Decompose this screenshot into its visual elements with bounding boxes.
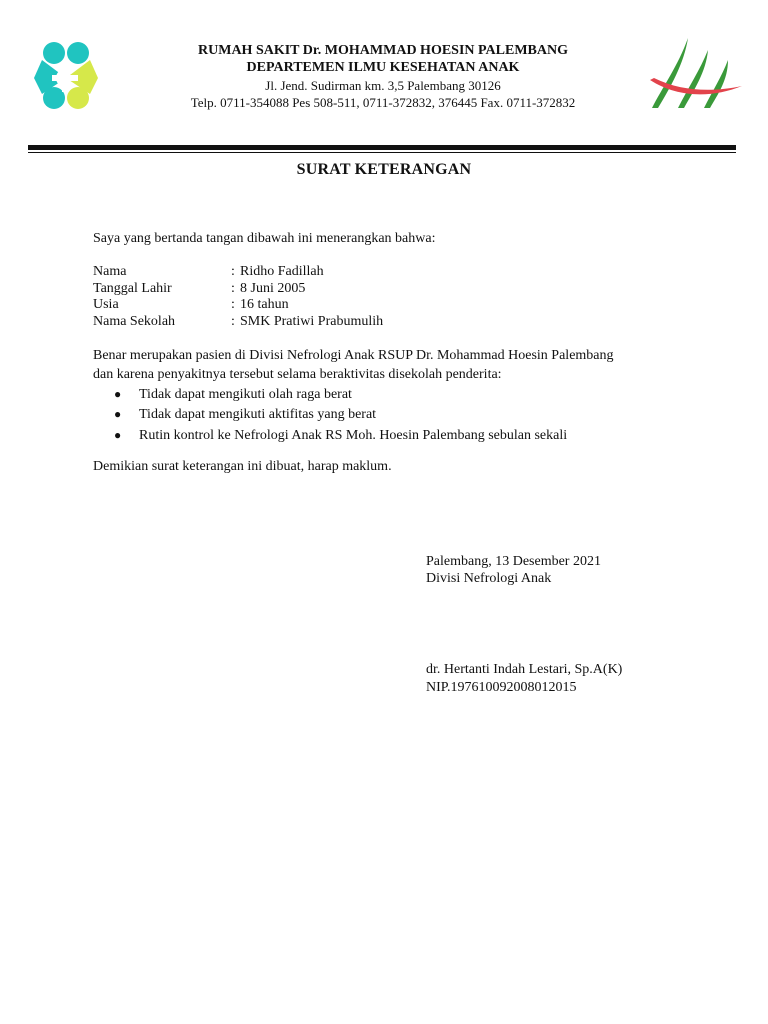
field-label: Nama [93,264,127,279]
field-row-school [93,313,693,330]
header-divider-thin [28,152,736,153]
place-date: Palembang, 13 Desember 2021 [426,554,601,569]
field-colon: : [231,314,235,329]
list-item [114,427,567,444]
field-row-age [93,296,693,313]
header-divider-thick [28,145,736,150]
signatory-name: dr. Hertanti Indah Lestari, Sp.A(K) [426,662,623,677]
list-item-text: Tidak dapat mengikuti aktifitas yang berat [139,407,377,422]
field-value: 8 Juni 2005 [240,281,306,296]
letter-title: SURAT KETERANGAN [296,161,472,178]
signatory-division: Divisi Nefrologi Anak [426,571,552,586]
hospital-name: RUMAH SAKIT Dr. MOHAMMAD HOESIN PALEMBANG [198,43,568,58]
field-colon: : [231,264,235,279]
intro-text: Saya yang bertanda tangan dibawah ini menerangkan bahwa: [93,231,436,246]
list-item-text: Rutin kontrol ke Nefrologi Anak RS Moh. Hoesin Palembang sebulan sekali [139,428,568,443]
hospital-logo [648,36,744,112]
list-item-text: Tidak dapat mengikuti olah raga berat [139,387,352,402]
field-value: SMK Pratiwi Prabumulih [240,314,384,329]
ministry-health-logo [28,38,102,110]
field-row-name [93,263,693,280]
department-name: DEPARTEMEN ILMU KESEHATAN ANAK [246,60,520,75]
list-item [114,386,352,403]
list-item [114,406,376,423]
field-row-birthdate [93,280,693,297]
bullet-icon: ● [114,387,122,401]
body-paragraph-line-1: Benar merupakan pasien di Divisi Nefrologi Anak RSUP Dr. Mohammad Hoesin Palembang [93,348,614,363]
bullet-icon: ● [114,428,122,442]
hospital-phone: Telp. 0711-354088 Pes 508-511, 0711-372832, 376445 Fax. 0711-372832 [190,95,576,110]
field-label: Usia [93,297,119,312]
closing-text: Demikian surat keterangan ini dibuat, harap maklum. [93,459,392,474]
signatory-nip: NIP.197610092008012015 [426,680,577,695]
body-paragraph-line-2: dan karena penyakitnya tersebut selama beraktivitas disekolah penderita: [93,367,502,382]
field-value: Ridho Fadillah [240,264,324,279]
field-colon: : [231,281,235,296]
field-label: Nama Sekolah [93,314,176,329]
field-colon: : [231,297,235,312]
bullet-icon: ● [114,407,122,421]
field-value: 16 tahun [240,297,289,312]
hospital-address: Jl. Jend. Sudirman km. 3,5 Palembang 30126 [265,78,501,93]
field-label: Tanggal Lahir [93,281,172,296]
